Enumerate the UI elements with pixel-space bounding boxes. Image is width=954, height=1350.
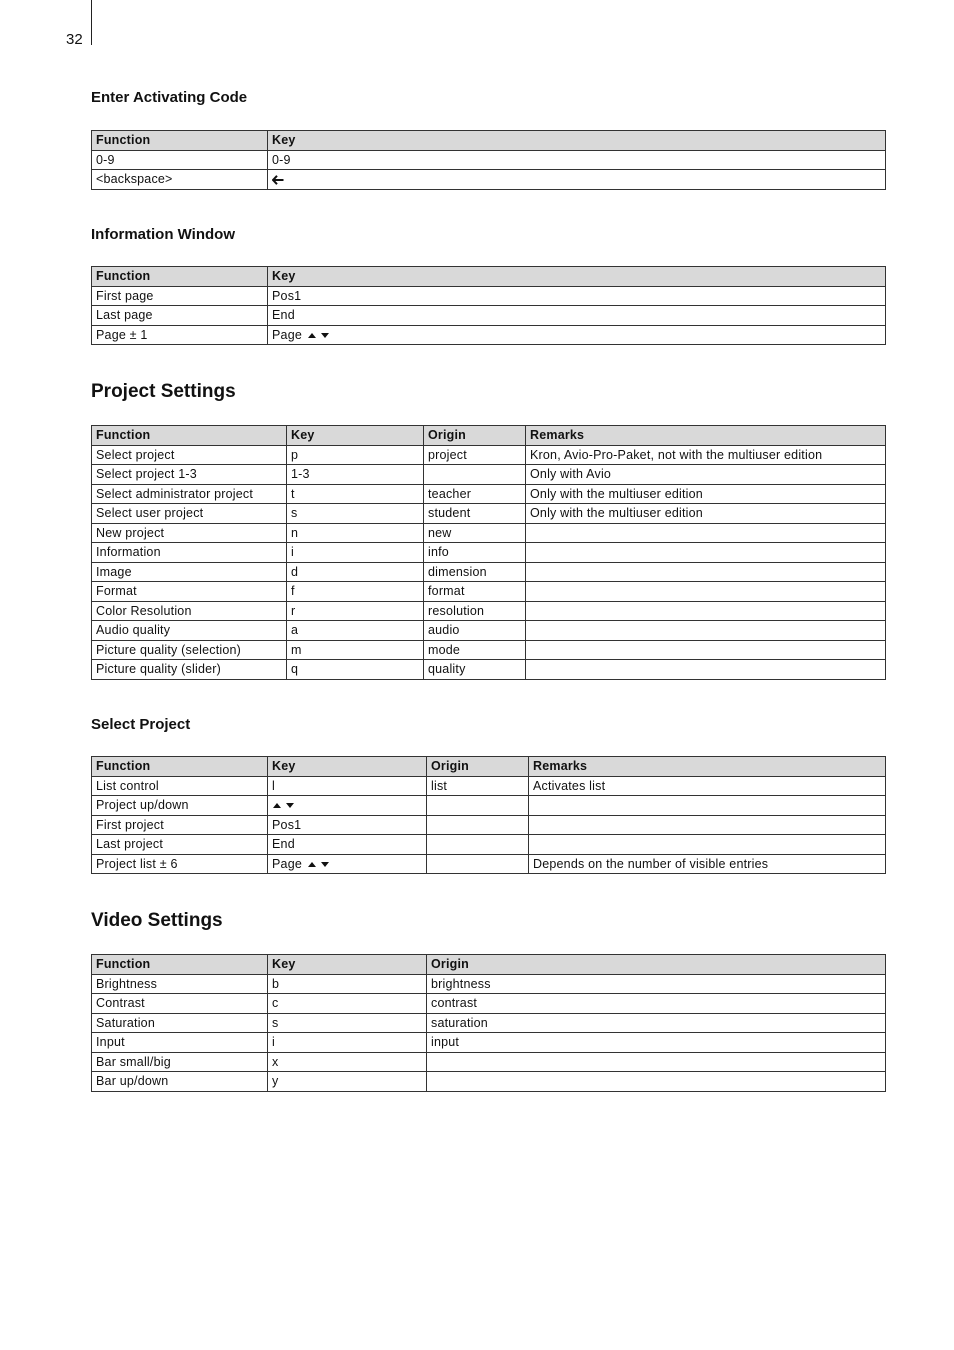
table-row [92,582,886,602]
table-row [92,601,886,621]
cell-key [268,796,427,816]
table-row [92,1072,886,1092]
cell-key [268,854,427,874]
function-text: Brightness [96,976,158,991]
section-title-enter-code: Enter Activating Code [91,89,248,106]
cell-key [287,582,424,602]
function-text: Picture quality (selection) [96,642,242,657]
cell-key [268,974,427,994]
key-text: Pos1 [272,817,302,832]
table-row [92,660,886,680]
cell-function [92,1013,268,1033]
cell-key [287,465,424,485]
key-text: m [291,642,302,657]
cell-key [287,621,424,641]
function-text: Format [96,584,137,599]
table-row [92,1052,886,1072]
remarks-text: Only with the multiuser edition [530,506,703,521]
cell-function [92,150,268,170]
remarks-text: Depends on the number of visible entries [533,856,769,871]
key-text: Page [272,856,302,871]
section-title-video-settings: Video Settings [91,910,223,931]
table-row [92,815,886,835]
function-text: 0-9 [96,152,115,167]
up-down-arrows-icon [307,857,331,871]
table-row [92,325,886,345]
cell-origin [427,815,529,835]
cell-key [268,286,886,306]
table-row [92,776,886,796]
cell-origin [424,582,526,602]
key-text: n [291,525,299,540]
cell-function [92,994,268,1014]
table-row [92,543,886,563]
function-text: Saturation [96,1015,155,1030]
table-row [92,1033,886,1053]
cell-origin [424,543,526,563]
function-text: First project [96,817,164,832]
cell-remarks [526,582,886,602]
cell-origin [427,796,529,816]
key-text: s [272,1015,279,1030]
key-text: i [272,1035,275,1050]
cell-origin [427,974,886,994]
table-row [92,835,886,855]
section-title-select-project: Select Project [91,716,191,733]
cell-origin [424,562,526,582]
key-text: d [291,564,299,579]
cell-origin [424,640,526,660]
header-key: Key [268,131,886,151]
header-key: Key [268,267,886,287]
cell-function [92,854,268,874]
key-text: i [291,545,294,560]
cell-origin [427,1052,886,1072]
function-text: Input [96,1035,125,1050]
origin-text: contrast [431,996,478,1011]
function-text: Contrast [96,996,145,1011]
header-function: Function [92,426,287,446]
table-row [92,974,886,994]
header-function: Function [92,955,268,975]
cell-key [287,601,424,621]
function-text: Project up/down [96,798,189,813]
header-key: Key [268,757,427,777]
table-row [92,504,886,524]
cell-key [287,504,424,524]
cell-key [268,1052,427,1072]
origin-text: project [428,447,467,462]
page-number: 32 [66,31,83,48]
cell-remarks [526,465,886,485]
cell-origin [427,1013,886,1033]
cell-origin [427,1072,886,1092]
cell-remarks [529,854,886,874]
function-text: Bar up/down [96,1074,169,1089]
cell-function [92,484,287,504]
cell-function [92,621,287,641]
cell-function [92,1072,268,1092]
cell-function [92,306,268,326]
cell-function [92,974,268,994]
header-origin: Origin [427,757,529,777]
cell-origin [424,523,526,543]
origin-text: dimension [428,564,487,579]
key-text: End [272,308,295,323]
origin-text: input [431,1035,460,1050]
cell-remarks [526,640,886,660]
header-function: Function [92,267,268,287]
cell-origin [424,445,526,465]
remarks-text: Activates list [533,778,606,793]
cell-key [268,170,886,190]
cell-origin [424,484,526,504]
key-text: l [272,778,275,793]
cell-origin [427,835,529,855]
key-text: q [291,662,299,677]
cell-key [287,543,424,563]
key-text: s [291,506,298,521]
cell-key [268,150,886,170]
cell-remarks [526,445,886,465]
table-enter-code [91,130,886,190]
cell-key [268,306,886,326]
cell-key [268,1013,427,1033]
table-row [92,170,886,190]
cell-key [287,484,424,504]
key-text: x [272,1054,279,1069]
cell-remarks [526,601,886,621]
table-row [92,484,886,504]
function-text: Last project [96,837,164,852]
section-title-project-settings: Project Settings [91,381,236,402]
cell-function [92,640,287,660]
header-key: Key [268,955,427,975]
cell-function [92,286,268,306]
origin-text: brightness [431,976,491,991]
cell-key [268,325,886,345]
table-row [92,150,886,170]
origin-text: saturation [431,1015,488,1030]
cell-function [92,835,268,855]
header-origin: Origin [427,955,886,975]
table-row [92,994,886,1014]
cell-origin [424,465,526,485]
origin-text: mode [428,642,461,657]
cell-key [287,523,424,543]
origin-text: list [431,778,448,793]
table-info-window [91,266,886,345]
cell-key [268,994,427,1014]
function-text: List control [96,778,159,793]
table-row [92,854,886,874]
key-text: End [272,837,295,852]
table-row [92,621,886,641]
table-row [92,445,886,465]
origin-text: student [428,506,471,521]
key-text: b [272,976,280,991]
function-text: Project list ± 6 [96,856,178,871]
cell-origin [427,994,886,1014]
cell-function [92,1033,268,1053]
origin-text: audio [428,623,460,638]
table-row [92,523,886,543]
table-row [92,465,886,485]
header-function: Function [92,757,268,777]
key-text: f [291,584,295,599]
key-text: Page [272,327,302,342]
remarks-text: Kron, Avio-Pro-Paket, not with the multiuser edition [530,447,823,462]
section-title-info-window: Information Window [91,226,236,243]
function-text: Information [96,545,161,560]
function-text: Select project 1-3 [96,467,197,482]
cell-function [92,465,287,485]
origin-text: quality [428,662,466,677]
cell-origin [424,504,526,524]
cell-remarks [529,815,886,835]
cell-function [92,815,268,835]
key-text: 0-9 [272,152,291,167]
cell-function [92,445,287,465]
cell-function [92,796,268,816]
up-down-arrows-icon [307,328,331,342]
cell-key [287,660,424,680]
table-row [92,286,886,306]
cell-function [92,170,268,190]
cell-function [92,504,287,524]
key-text: c [272,996,279,1011]
cell-key [268,1072,427,1092]
cell-remarks [526,562,886,582]
function-text: Color Resolution [96,603,192,618]
cell-function [92,543,287,563]
function-text: New project [96,525,165,540]
cell-remarks [526,484,886,504]
page-rule [91,0,92,45]
cell-function [92,1052,268,1072]
origin-text: resolution [428,603,485,618]
cell-remarks [526,523,886,543]
table-select-project [91,756,886,874]
cell-function [92,582,287,602]
remarks-text: Only with Avio [530,467,612,482]
cell-remarks [526,660,886,680]
function-text: Audio quality [96,623,171,638]
remarks-text: Only with the multiuser edition [530,486,703,501]
table-row [92,796,886,816]
function-text: Select project [96,447,175,462]
cell-remarks [529,796,886,816]
table-row [92,562,886,582]
function-text: Page ± 1 [96,327,148,342]
cell-key [268,815,427,835]
table-video-settings [91,954,886,1092]
header-function: Function [92,131,268,151]
key-text: 1-3 [291,467,310,482]
left-arrow-icon [272,172,284,186]
cell-function [92,325,268,345]
cell-function [92,562,287,582]
cell-origin [427,1033,886,1053]
cell-key [268,776,427,796]
cell-key [268,835,427,855]
cell-key [287,640,424,660]
cell-key [287,445,424,465]
header-remarks: Remarks [529,757,886,777]
cell-function [92,660,287,680]
cell-origin [424,621,526,641]
key-text: a [291,623,299,638]
key-text: Pos1 [272,288,302,303]
origin-text: new [428,525,452,540]
table-project-settings [91,425,886,680]
key-text: t [291,486,295,501]
header-origin: Origin [424,426,526,446]
cell-key [268,1033,427,1053]
key-text: r [291,603,296,618]
function-text: Last page [96,308,153,323]
cell-origin [424,601,526,621]
function-text: Select administrator project [96,486,254,501]
table-row [92,1013,886,1033]
cell-remarks [529,835,886,855]
origin-text: info [428,545,449,560]
table-row [92,306,886,326]
key-text: y [272,1074,279,1089]
header-key: Key [287,426,424,446]
up-down-arrows-icon [272,798,296,812]
function-text: First page [96,288,154,303]
function-text: Image [96,564,132,579]
cell-function [92,776,268,796]
cell-origin [427,776,529,796]
origin-text: teacher [428,486,472,501]
key-text: p [291,447,299,462]
function-text: Select user project [96,506,204,521]
cell-origin [427,854,529,874]
header-remarks: Remarks [526,426,886,446]
cell-remarks [529,776,886,796]
table-row [92,640,886,660]
cell-origin [424,660,526,680]
function-text: <backspace> [96,172,173,187]
cell-function [92,523,287,543]
cell-function [92,601,287,621]
cell-remarks [526,543,886,563]
function-text: Picture quality (slider) [96,662,221,677]
cell-remarks [526,504,886,524]
origin-text: format [428,584,465,599]
cell-remarks [526,621,886,641]
function-text: Bar small/big [96,1054,171,1069]
cell-key [287,562,424,582]
